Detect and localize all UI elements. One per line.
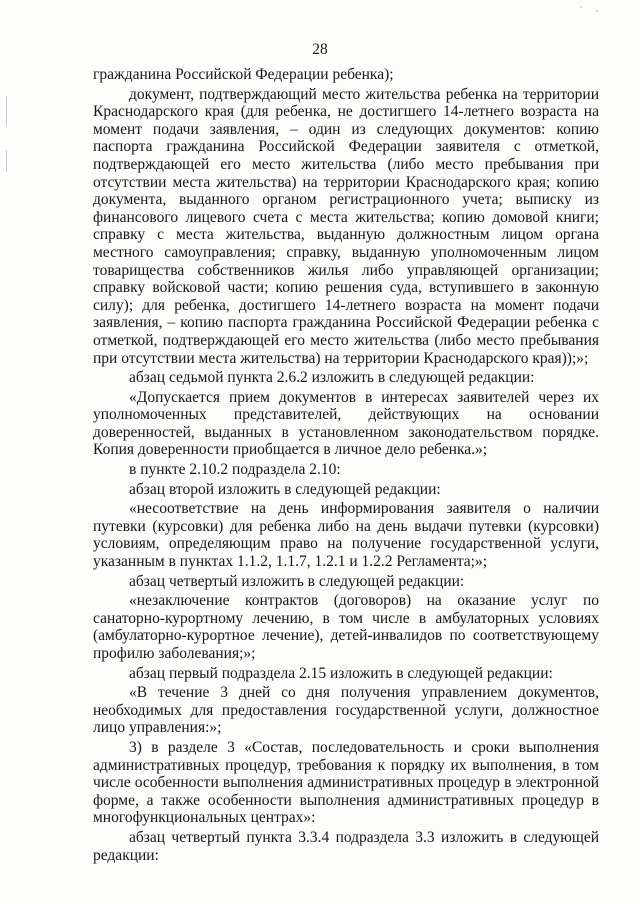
paragraph: «Допускается прием документов в интересах заявителей через их уполномоченных представителей, действующих на основании доверенностей, выданных в установленном законодательством порядке. Копия доверенности приобщается в личное дело ребенка.»; [93, 388, 599, 459]
scan-artifact [6, 150, 7, 172]
paragraph: абзац первый подраздела 2.15 изложить в следующей редакции: [129, 664, 553, 682]
paragraph: абзац четвертый изложить в следующей редакции: [129, 572, 465, 590]
paragraph: 3) в разделе 3 «Состав, последовательность и сроки выполнения административных процедур, требования к порядку их выполнения, в том числе особенности выполнения административных процедур в электронной форме, а также особенности выполнения административных процедур в многофункциональных центрах»: [93, 738, 599, 827]
scan-artifact [6, 96, 7, 126]
paragraph: абзац седьмой пункта 2.6.2 изложить в следующей редакции: [129, 369, 535, 387]
paragraph: «несоответствие на день информирования заявителя о наличии путевки (курсовки) для ребенка либо на день выдачи путевки (курсовки) условиям, определяющим право на получение государственной услуги, указанным в пунктах 1.1.2, 1.1.7, 1.2.1 и 1.2.2 Регламента;»; [93, 500, 599, 571]
page-number: 28 [312, 41, 328, 58]
document-body [93, 66, 599, 866]
paragraph: гражданина Российской Федерации ребенка); [93, 66, 394, 83]
paragraph: «В течение 3 дней со дня получения управлением документов, необходимых для предоставления государственной услуги, должностное лицо управления:»; [93, 684, 599, 737]
scan-artifact [580, 6, 582, 8]
paragraph: «незаключение контрактов (договоров) на оказание услуг по санаторно-курортному лечению, в том числе в амбулаторных условиях (амбулаторно-курортное лечение), детей-инвалидов по соответствующему профилю заболевания;»; [93, 592, 599, 662]
scan-artifact [596, 10, 598, 12]
paragraph: в пункте 2.10.2 подраздела 2.10: [129, 461, 341, 479]
paragraph: абзац четвертый пункта 3.3.4 подраздела 3.3 изложить в следующей редакции: [93, 828, 599, 864]
paragraph: документ, подтверждающий место жительства ребенка на территории Краснодарского края (для ребенка, не достигшего 14-летнего возраста на момент подачи заявления, – один из следующих документов: копию паспорта гражданина Российской Федерации заявителя с отметкой, подтверждающей его место жительства (либо место пребывания при отсутствии места жительства) на территории Краснодарского края; копию документа, выданного органом регистрационного учета; выписку из финансового лицевого счета с места жительства; копию домовой книги; справку с места жительства, выданную должностным лицом органа местного самоуправления; справку, выданную уполномоченным лицом товарищества собственников жилья либо управляющей организации; справку войсковой части; копию решения суда, вступившего в законную силу); для ребенка, достигшего 14-летнего возраста на момент подачи заявления, – копию паспорта гражданина Российской Федерации ребенка с отметкой, подтверждающей его место жительства (либо место пребывания при отсутствии места жительства) на территории Краснодарского края));»; [93, 85, 599, 367]
paragraph: абзац второй изложить в следующей редакции: [129, 480, 441, 498]
